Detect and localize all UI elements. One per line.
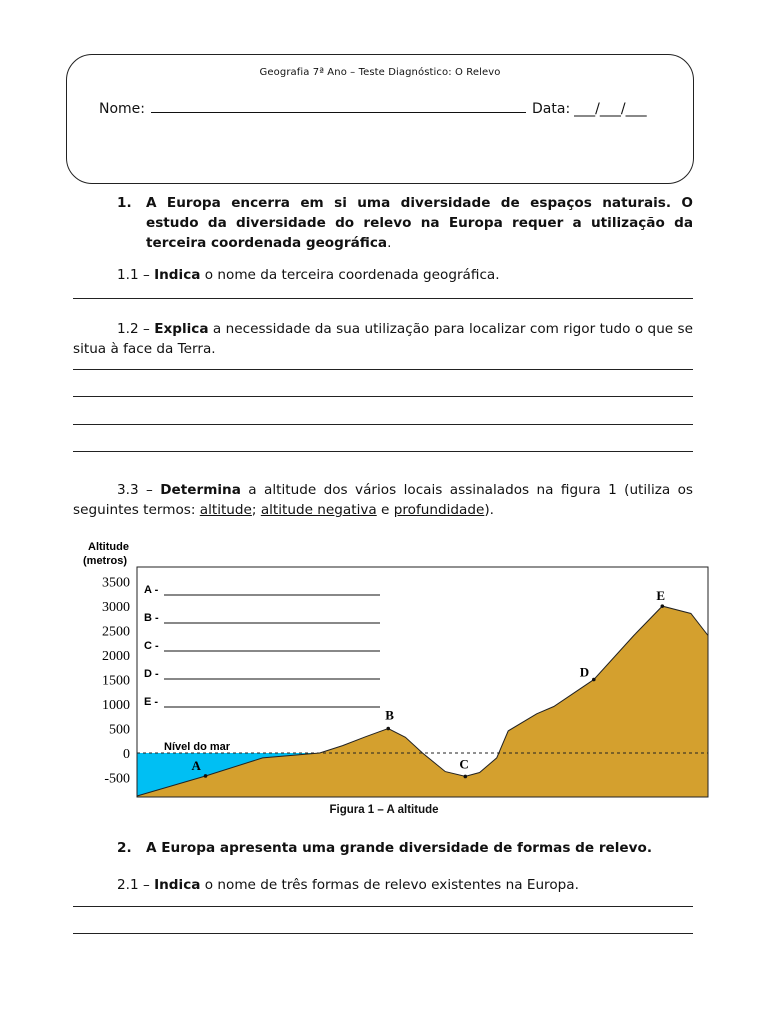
question-1-2-verb: Explica xyxy=(154,321,209,337)
point-a xyxy=(204,774,208,778)
point-c xyxy=(464,775,468,779)
question-2-text: A Europa apresenta uma grande diversidade de formas de relevo xyxy=(146,840,647,856)
y-tick-label: 3000 xyxy=(102,600,130,616)
question-1-text: A Europa encerra em si uma diversidade de espaços naturais. O estudo da diversidade do relevo na Europa requer a utilização da terceira coordenada geográfica xyxy=(146,195,693,251)
answer-label: E - xyxy=(144,696,159,708)
answer-line-1-2c[interactable] xyxy=(73,424,693,425)
question-1-2-prefix: 1.2 – xyxy=(117,321,155,337)
question-2-1-text: o nome de três formas de relevo existentes na Europa. xyxy=(200,877,579,893)
answer-label: C - xyxy=(144,640,159,652)
question-1-2-text: a necessidade da sua utilização para localizar com rigor tudo o que se situa à face da Terra. xyxy=(73,321,693,357)
point-d xyxy=(592,678,596,682)
y-axis-label-line2: (metros) xyxy=(83,555,128,567)
answer-line-2-1a[interactable] xyxy=(73,906,693,907)
question-1-number: 1. xyxy=(117,195,132,211)
term-altitude-negativa: altitude negativa xyxy=(260,502,377,518)
name-field[interactable] xyxy=(151,98,526,113)
y-tick-label: -500 xyxy=(104,771,130,787)
question-2-1-prefix: 2.1 – xyxy=(117,877,155,893)
question-1: 1. A Europa encerra em si uma diversidade de espaços naturais. O estudo da diversidade do relevo na Europa requer a utilização da terceira coordenada geográfica. xyxy=(117,195,693,251)
answer-label: B - xyxy=(144,612,159,624)
y-tick-label: 1000 xyxy=(102,698,130,714)
question-1-1 xyxy=(73,265,693,285)
y-tick-label: 3500 xyxy=(102,575,130,591)
question-1-1-text: o nome da terceira coordenada geográfica. xyxy=(200,267,500,283)
question-1-1-verb: Indica xyxy=(154,267,201,283)
term-profundidade: profundidade xyxy=(393,502,485,518)
answer-line-1-2d[interactable] xyxy=(73,451,693,452)
question-1-2 xyxy=(73,319,693,359)
answer-lines xyxy=(144,584,380,708)
question-1-1-prefix: 1.1 – xyxy=(117,267,155,283)
question-3-3-prefix: 3.3 – xyxy=(117,482,161,498)
point-b xyxy=(386,727,390,731)
y-tick-labels xyxy=(102,576,130,787)
date-field[interactable]: ___/___/___ xyxy=(574,101,647,117)
question-2-1-verb: Indica xyxy=(154,877,201,893)
name-date-row xyxy=(99,98,669,117)
answer-line-1-2a[interactable] xyxy=(73,369,693,370)
question-2-number: 2. xyxy=(117,840,132,856)
answer-label: D - xyxy=(144,668,159,680)
answer-line-1-2b[interactable] xyxy=(73,396,693,397)
question-2: 2. A Europa apresenta uma grande diversidade de formas de relevo. xyxy=(117,840,653,856)
header-box xyxy=(66,54,694,184)
name-label: Nome: xyxy=(99,101,146,117)
question-3-3-verb: Determina xyxy=(160,482,241,498)
test-title: Geografia 7ª Ano – Teste Diagnóstico: O Relevo xyxy=(259,67,501,78)
point-e xyxy=(661,604,665,608)
y-axis-label-line1: Altitude xyxy=(88,541,129,553)
answer-line-2-1b[interactable] xyxy=(73,933,693,934)
question-3-3-text: a altitude dos vários locais assinalados na figura 1 (utiliza os seguintes termos: xyxy=(73,482,694,518)
term-altitude: altitude xyxy=(199,502,252,518)
y-tick-label: 1500 xyxy=(102,673,130,689)
y-tick-label: 500 xyxy=(109,722,130,738)
altitude-figure xyxy=(80,535,720,803)
question-3-3: 3.3 – Determina a altitude dos vários locais assinalados na figura 1 (utiliza os seguintes termos: altitude; altitude negativa e profundidade). xyxy=(73,482,694,518)
figure-caption: Figura 1 – A altitude xyxy=(329,804,439,816)
y-tick-label: 2500 xyxy=(102,624,130,640)
answer-label: A - xyxy=(144,584,159,596)
point-label-e: E xyxy=(656,588,665,604)
sea-level-label: Nível do mar xyxy=(164,741,231,753)
point-label-a: A xyxy=(191,757,201,773)
y-tick-label: 0 xyxy=(123,746,130,762)
point-label-b: B xyxy=(385,707,394,723)
point-label-c: C xyxy=(459,756,469,772)
question-2-1 xyxy=(73,875,693,895)
date-label: Data: xyxy=(532,101,571,117)
answer-line-1-1[interactable] xyxy=(73,298,693,299)
point-label-d: D xyxy=(579,664,590,680)
y-tick-label: 2000 xyxy=(102,649,130,665)
